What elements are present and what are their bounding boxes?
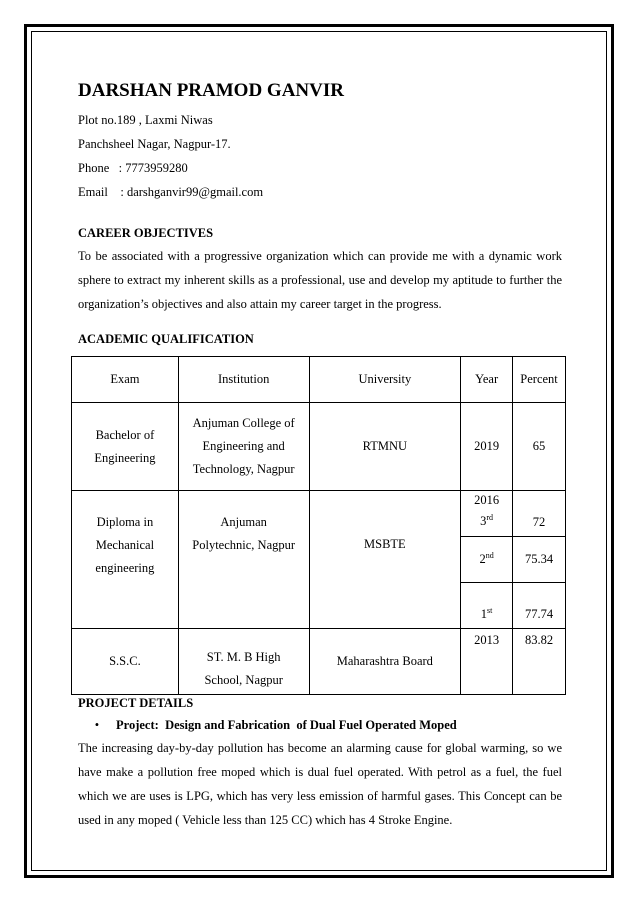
table-row (72, 403, 566, 491)
cell-text: Polytechnic, Nagpur (192, 538, 296, 552)
cell-text: Anjuman (220, 515, 267, 529)
cell-text: Mechanical (95, 538, 155, 552)
institution-cell (178, 629, 309, 695)
header-university: University (309, 357, 461, 403)
year-cell: 2019 (461, 403, 513, 491)
project-title: Design and Fabrication of Dual Fuel Operated Moped (165, 718, 457, 732)
university-cell: RTMNU (309, 403, 461, 491)
year-cell (461, 491, 513, 537)
project-text: The increasing day-by-day pollution has become an alarming cause for global warming, so we have make a pollution free moped which is dual fuel operated. With petrol as a fuel, the fuel which we are uses is LPG, which has very less emission of harmful gases. This Concept can be used in any moped ( Vehicle less than 125 CC) which has 4 Stroke Engine. (78, 741, 562, 827)
institution-cell (178, 491, 309, 629)
cell-text: Bachelor of (95, 427, 155, 442)
exam-cell (72, 491, 179, 629)
project-heading: PROJECT DETAILS (78, 696, 194, 710)
cell-text: engineering (95, 561, 155, 575)
cell-text: Engineering and (202, 439, 285, 453)
academic-heading: ACADEMIC QUALIFICATION (78, 332, 254, 346)
table-row (72, 491, 566, 537)
address-line-2: Panchsheel Nagar, Nagpur-17. (78, 137, 231, 151)
table-row (72, 629, 566, 695)
exam-cell: S.S.C. (72, 629, 179, 695)
cell-text: 2016 (474, 493, 500, 507)
cell-text: Anjuman College of (192, 416, 295, 430)
applicant-name: DARSHAN PRAMOD GANVIR (78, 80, 344, 101)
university-cell: MSBTE (309, 491, 461, 629)
career-heading: CAREER OBJECTIVES (78, 226, 214, 240)
cell-text: Engineering (94, 450, 156, 465)
percent-cell: 75.34 (513, 537, 566, 583)
phone: Phone : 7773959280 (78, 161, 188, 175)
resume-content (78, 78, 562, 350)
project-section (78, 692, 562, 832)
percent-cell: 77.74 (513, 583, 566, 629)
email: Email : darshganvir99@gmail.com (78, 185, 264, 199)
academic-table (71, 356, 566, 695)
header-institution: Institution (178, 357, 309, 403)
cell-text: School, Nagpur (204, 673, 283, 687)
percent-cell: 65 (513, 403, 566, 491)
cell-text: Technology, Nagpur (192, 462, 295, 476)
exam-cell (72, 403, 179, 491)
university-cell: Maharashtra Board (309, 629, 461, 695)
institution-cell (178, 403, 309, 491)
header-percent: Percent (513, 357, 566, 403)
year-cell: 2nd (461, 537, 513, 583)
cell-text: Diploma in (96, 515, 154, 529)
career-text: To be associated with a progressive organization which can provide me with a dynamic work sphere to extract my inherent skills as a professional, use and develop my aptitude to further the organization’s objectives and also attain my career target in the progress. (78, 249, 562, 311)
address-line-1: Plot no.189 , Laxmi Niwas (78, 113, 213, 127)
year-cell: 2013 (461, 629, 513, 695)
percent-cell: 83.82 (513, 629, 566, 695)
header-year: Year (461, 357, 513, 403)
project-bullet: • Project: Design and Fabrication of Dual Fuel Operated Moped (78, 714, 562, 736)
table-header-row (72, 357, 566, 403)
bullet-icon: • (94, 718, 100, 732)
percent-cell: 72 (513, 491, 566, 537)
year-cell: 1st (461, 583, 513, 629)
header-exam: Exam (72, 357, 179, 403)
cell-text: ST. M. B High (206, 650, 281, 664)
project-label: Project (116, 718, 155, 732)
cell-text: 3rd (480, 513, 494, 529)
